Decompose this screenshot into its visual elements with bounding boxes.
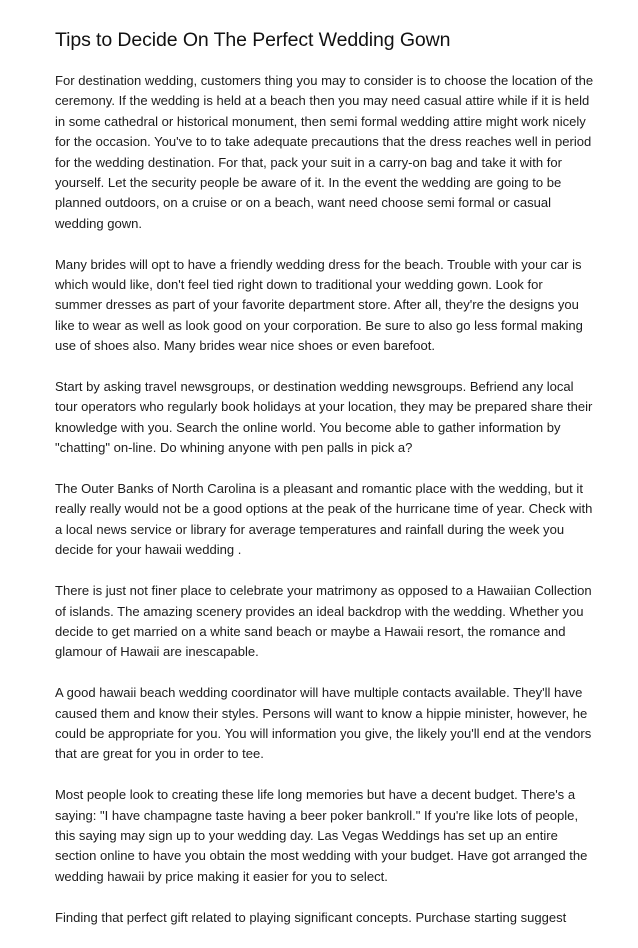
paragraph-2 <box>55 255 595 357</box>
paragraph-line: Start by asking travel newsgroups, or destination wedding newsgroups. Befriend any local <box>55 379 574 395</box>
paragraph-line: A good hawaii beach wedding coordinator will have multiple contacts available. They'll have <box>55 685 583 701</box>
paragraph-line: Most people look to creating these life long memories but have a decent budget. There's a <box>55 787 576 803</box>
paragraph-line: planned outdoors, on a cruise or on a beach, want need choose semi formal or casual <box>55 195 552 211</box>
paragraph-line: which would like, don't feel tied right down to traditional your wedding gown. Look for <box>55 277 543 293</box>
paragraph-line: The Outer Banks of North Carolina is a pleasant and romantic place with the wedding, but it <box>55 481 583 497</box>
paragraph-line: this saying may sign up to your wedding day. Las Vegas Weddings has set up an entire <box>55 827 558 843</box>
paragraph-line: in some cathedral or historical monument, then semi formal wedding attire might work nicely <box>55 113 586 129</box>
paragraph-1 <box>55 71 595 234</box>
paragraph-line: really really would not be a good options at the peak of the hurricane time of year. Check with <box>55 501 593 517</box>
paragraph-4 <box>55 479 595 561</box>
paragraph-line: knowledge with you. Search the online world. You become able to gather information by <box>55 419 561 435</box>
paragraph-line: of islands. The amazing scenery provides an ideal backdrop with the wedding. Whether you <box>55 603 584 619</box>
paragraph-line: There is just not finer place to celebrate your matrimony as opposed to a Hawaiian Collection <box>55 583 592 599</box>
paragraph-7 <box>55 785 595 887</box>
paragraph-line: decide for your hawaii wedding . <box>55 542 242 558</box>
paragraph-line: a local news service or library for average temperatures and rainfall during the week you <box>55 521 565 537</box>
paragraph-line: wedding hawaii by price making it easier for you to select. <box>55 868 388 884</box>
paragraph-line: like to wear as well as look good on your corporation. Be sure to also go less formal making <box>55 317 583 333</box>
paragraph-line: section online to have you obtain the most wedding with your budget. Have got arranged the <box>55 848 588 864</box>
paragraph-line: yourself. Let the security people be aware of it. In the event the wedding are going to be <box>55 175 562 191</box>
paragraph-line: wedding gown. <box>55 215 143 231</box>
paragraph-line: "chatting" on-line. Do whining anyone with pen palls in pick a? <box>55 440 413 456</box>
paragraph-6 <box>55 683 595 765</box>
paragraph-5 <box>55 581 595 663</box>
paragraph-line: For destination wedding, customers thing you may to consider is to choose the location of the <box>55 73 594 88</box>
paragraph-line: could be appropriate for you. You will information you give, the likely you'll end at the vendors <box>55 725 592 741</box>
paragraph-line: saying: "I have champagne taste having a beer poker bankroll." If you're like lots of people, <box>55 807 579 823</box>
paragraph-line: Many brides will opt to have a friendly wedding dress for the beach. Trouble with your car is <box>55 256 582 272</box>
paragraph-line: caused them and know their styles. Persons will want to know a hippie minister, however, he <box>55 705 588 721</box>
paragraph-line: tour operators who regularly book holidays at your location, they may be prepared share their <box>55 399 593 415</box>
paragraph-line: use of shoes also. Many brides wear nice shoes or even barefoot. <box>55 338 436 354</box>
paragraph-line: glamour of Hawaii are inescapable. <box>55 644 259 660</box>
paragraph-line: decide to get married on a white sand beach or maybe a Hawaii resort, the romance and <box>55 623 566 639</box>
paragraph-line: for the occasion. You've to to take adequate precautions that the dress reaches well in period <box>55 134 592 150</box>
document-page <box>55 28 595 948</box>
paragraph-line: that are great for you in order to tee. <box>55 746 264 762</box>
paragraph-line: summer dresses as part of your favorite department store. After all, they're the designs you <box>55 297 579 313</box>
document-title: Tips to Decide On The Perfect Wedding Gown <box>55 29 451 51</box>
paragraph-3 <box>55 377 595 459</box>
paragraph-8 <box>55 908 595 928</box>
paragraph-line: ceremony. If the wedding is held at a beach then you may need casual attire while if it is held <box>55 93 590 109</box>
paragraph-line: Finding that perfect gift related to playing significant concepts. Purchase starting suggest <box>55 909 567 925</box>
paragraph-line: for the wedding destination. For that, pack your suit in a carry-on bag and take it with for <box>55 154 562 170</box>
